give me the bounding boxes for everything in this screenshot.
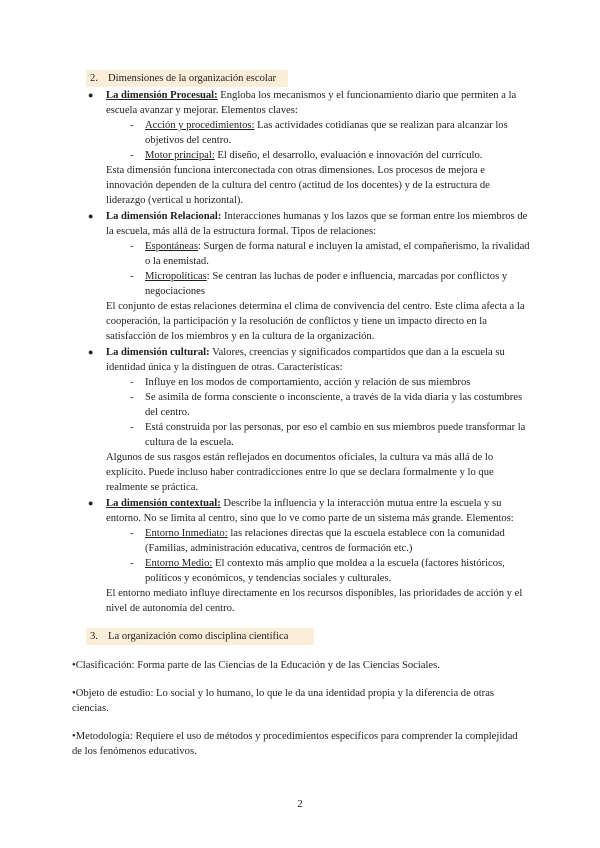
subitem bbox=[72, 556, 530, 586]
dash-icon: - bbox=[130, 241, 134, 252]
dimension-note: El entorno mediato influye directamente en los recursos disponibles, las prioridades de acción y el nivel de autonomía del centro. bbox=[106, 588, 523, 614]
bullet-icon: ● bbox=[88, 498, 94, 508]
section-3-heading bbox=[86, 628, 314, 645]
dimension-note: Esta dimensión funciona interconectada con otras dimensiones. Los procesos de mejora e innovación dependen de la cultura del centro (actitud de los docentes) y de la estructura de liderazgo (vertical u horizontal). bbox=[106, 165, 490, 206]
dash-icon: - bbox=[130, 271, 134, 282]
paragraph-clasificacion: •Clasificación: Forma parte de las Ciencias de la Educación y de las Ciencias Sociales. bbox=[72, 660, 440, 671]
subitem bbox=[72, 239, 530, 269]
subitem-text: Influye en los modos de comportamiento, acción y relación de sus miembros bbox=[145, 377, 471, 388]
bullet-icon: ● bbox=[88, 211, 94, 221]
subitem-text: El diseño, el desarrollo, evaluación e innovación del currículo. bbox=[214, 150, 483, 161]
subitem bbox=[72, 420, 530, 450]
paragraph-metodologia: •Metodología: Requiere el uso de métodos y procedimientos específicos para comprender la complejidad de los fenómenos educativos. bbox=[72, 731, 518, 757]
subitem-term: Entorno Inmediato: bbox=[145, 528, 228, 539]
subitem-term: Motor principal: bbox=[145, 150, 215, 161]
subitem-text: : Se centran las luchas de poder e influencia, marcadas por conflictos y negociaciones bbox=[145, 271, 508, 297]
subitem bbox=[72, 526, 530, 556]
dash-icon: - bbox=[130, 377, 134, 388]
section-2-number: 2. bbox=[90, 73, 98, 84]
dimension-cultural bbox=[72, 345, 530, 375]
dimension-procesual bbox=[72, 88, 530, 118]
subitem bbox=[72, 375, 530, 390]
dimension-lead: La dimensión cultural: bbox=[106, 347, 210, 358]
dash-icon: - bbox=[130, 150, 134, 161]
subitem-term: Entorno Medio: bbox=[145, 558, 213, 569]
dimension-text: Valores, creencias y significados compartidos que dan a la escuela su identidad única y la distinguen de otras. Características: bbox=[106, 347, 505, 373]
subitem-text: El contexto más amplio que moldea a la escuela (factores históricos, políticos y económicos, y tendencias sociales y culturales. bbox=[145, 558, 505, 584]
subitem-text: Las actividades cotidianas que se realizan para alcanzar los objetivos del centro. bbox=[145, 120, 508, 146]
dimension-relacional bbox=[72, 209, 530, 239]
subitem bbox=[72, 148, 530, 163]
subitem-text: las relaciones directas que la escuela establece con la comunidad (Familias, administración educativa, centros de formación etc.) bbox=[145, 528, 505, 554]
section-2-heading bbox=[86, 70, 288, 87]
page-content bbox=[72, 70, 530, 759]
dimension-lead: La dimensión Procesual: bbox=[106, 90, 218, 101]
subitem bbox=[72, 390, 530, 420]
dimension-text: Describe la influencia y la interacción mutua entre la escuela y su entorno. No se limita al centro, sino que lo ve como parte de un sistema más grande. Elementos: bbox=[106, 498, 514, 524]
dimension-text: Engloba los mecanismos y el funcionamiento diario que permiten a la escuela avanzar y mejorar. Elementos claves: bbox=[106, 90, 517, 116]
dimension-note: El conjunto de estas relaciones determina el clima de convivencia del centro. Este clima afecta a la cooperación, la participación y la resolución de conflictos y tiene un impacto directo en la satisfacción de los miembros y en la cultura de la organización. bbox=[106, 301, 525, 342]
dash-icon: - bbox=[130, 120, 134, 131]
section-3-title: La organización como disciplina científica bbox=[108, 631, 289, 642]
dimension-contextual bbox=[72, 496, 530, 526]
subitem-term: Espontáneas bbox=[145, 241, 198, 252]
subitem-term: Acción y procedimientos: bbox=[145, 120, 255, 131]
subitem bbox=[72, 269, 530, 299]
section-2-title: Dimensiones de la organización escolar bbox=[108, 73, 277, 84]
dash-icon: - bbox=[130, 528, 134, 539]
dimension-note: Algunos de sus rasgos están reflejados en documentos oficiales, la cultura va más allá de lo explícito. Puede incluso haber contradicciones entre lo que se declara formalmente y lo que realmente se práctica. bbox=[106, 452, 494, 493]
dash-icon: - bbox=[130, 392, 134, 403]
bullet-icon: ● bbox=[88, 90, 94, 100]
dimension-lead: La dimensión Relacional: bbox=[106, 211, 222, 222]
subitem-text: Se asimila de forma consciente o inconsciente, a través de la vida diaria y las costumbres del centro. bbox=[145, 392, 523, 418]
section-3-number: 3. bbox=[90, 631, 98, 642]
dimension-text: Interacciones humanas y los lazos que se forman entre los miembros de la escuela, más allá de la estructura formal. Tipos de relaciones: bbox=[106, 211, 528, 237]
bullet-icon: ● bbox=[88, 347, 94, 357]
subitem-term: Micropolíticas bbox=[145, 271, 207, 282]
dash-icon: - bbox=[130, 558, 134, 569]
page-number: 2 bbox=[297, 798, 303, 810]
subitem-text: : Surgen de forma natural e incluyen la amistad, el compañerismo, la rivalidad o la enemistad. bbox=[145, 241, 530, 267]
subitem bbox=[72, 118, 530, 148]
subitem-text: Está construida por las personas, por eso el cambio en sus miembros puede transformar la cultura de la escuela. bbox=[145, 422, 526, 448]
dimension-lead: La dimensión contextual: bbox=[106, 498, 221, 509]
paragraph-objeto-estudio: •Objeto de estudio: Lo social y lo humano, lo que le da una identidad propia y la diferencia de otras ciencias. bbox=[72, 688, 495, 714]
dash-icon: - bbox=[130, 422, 134, 433]
